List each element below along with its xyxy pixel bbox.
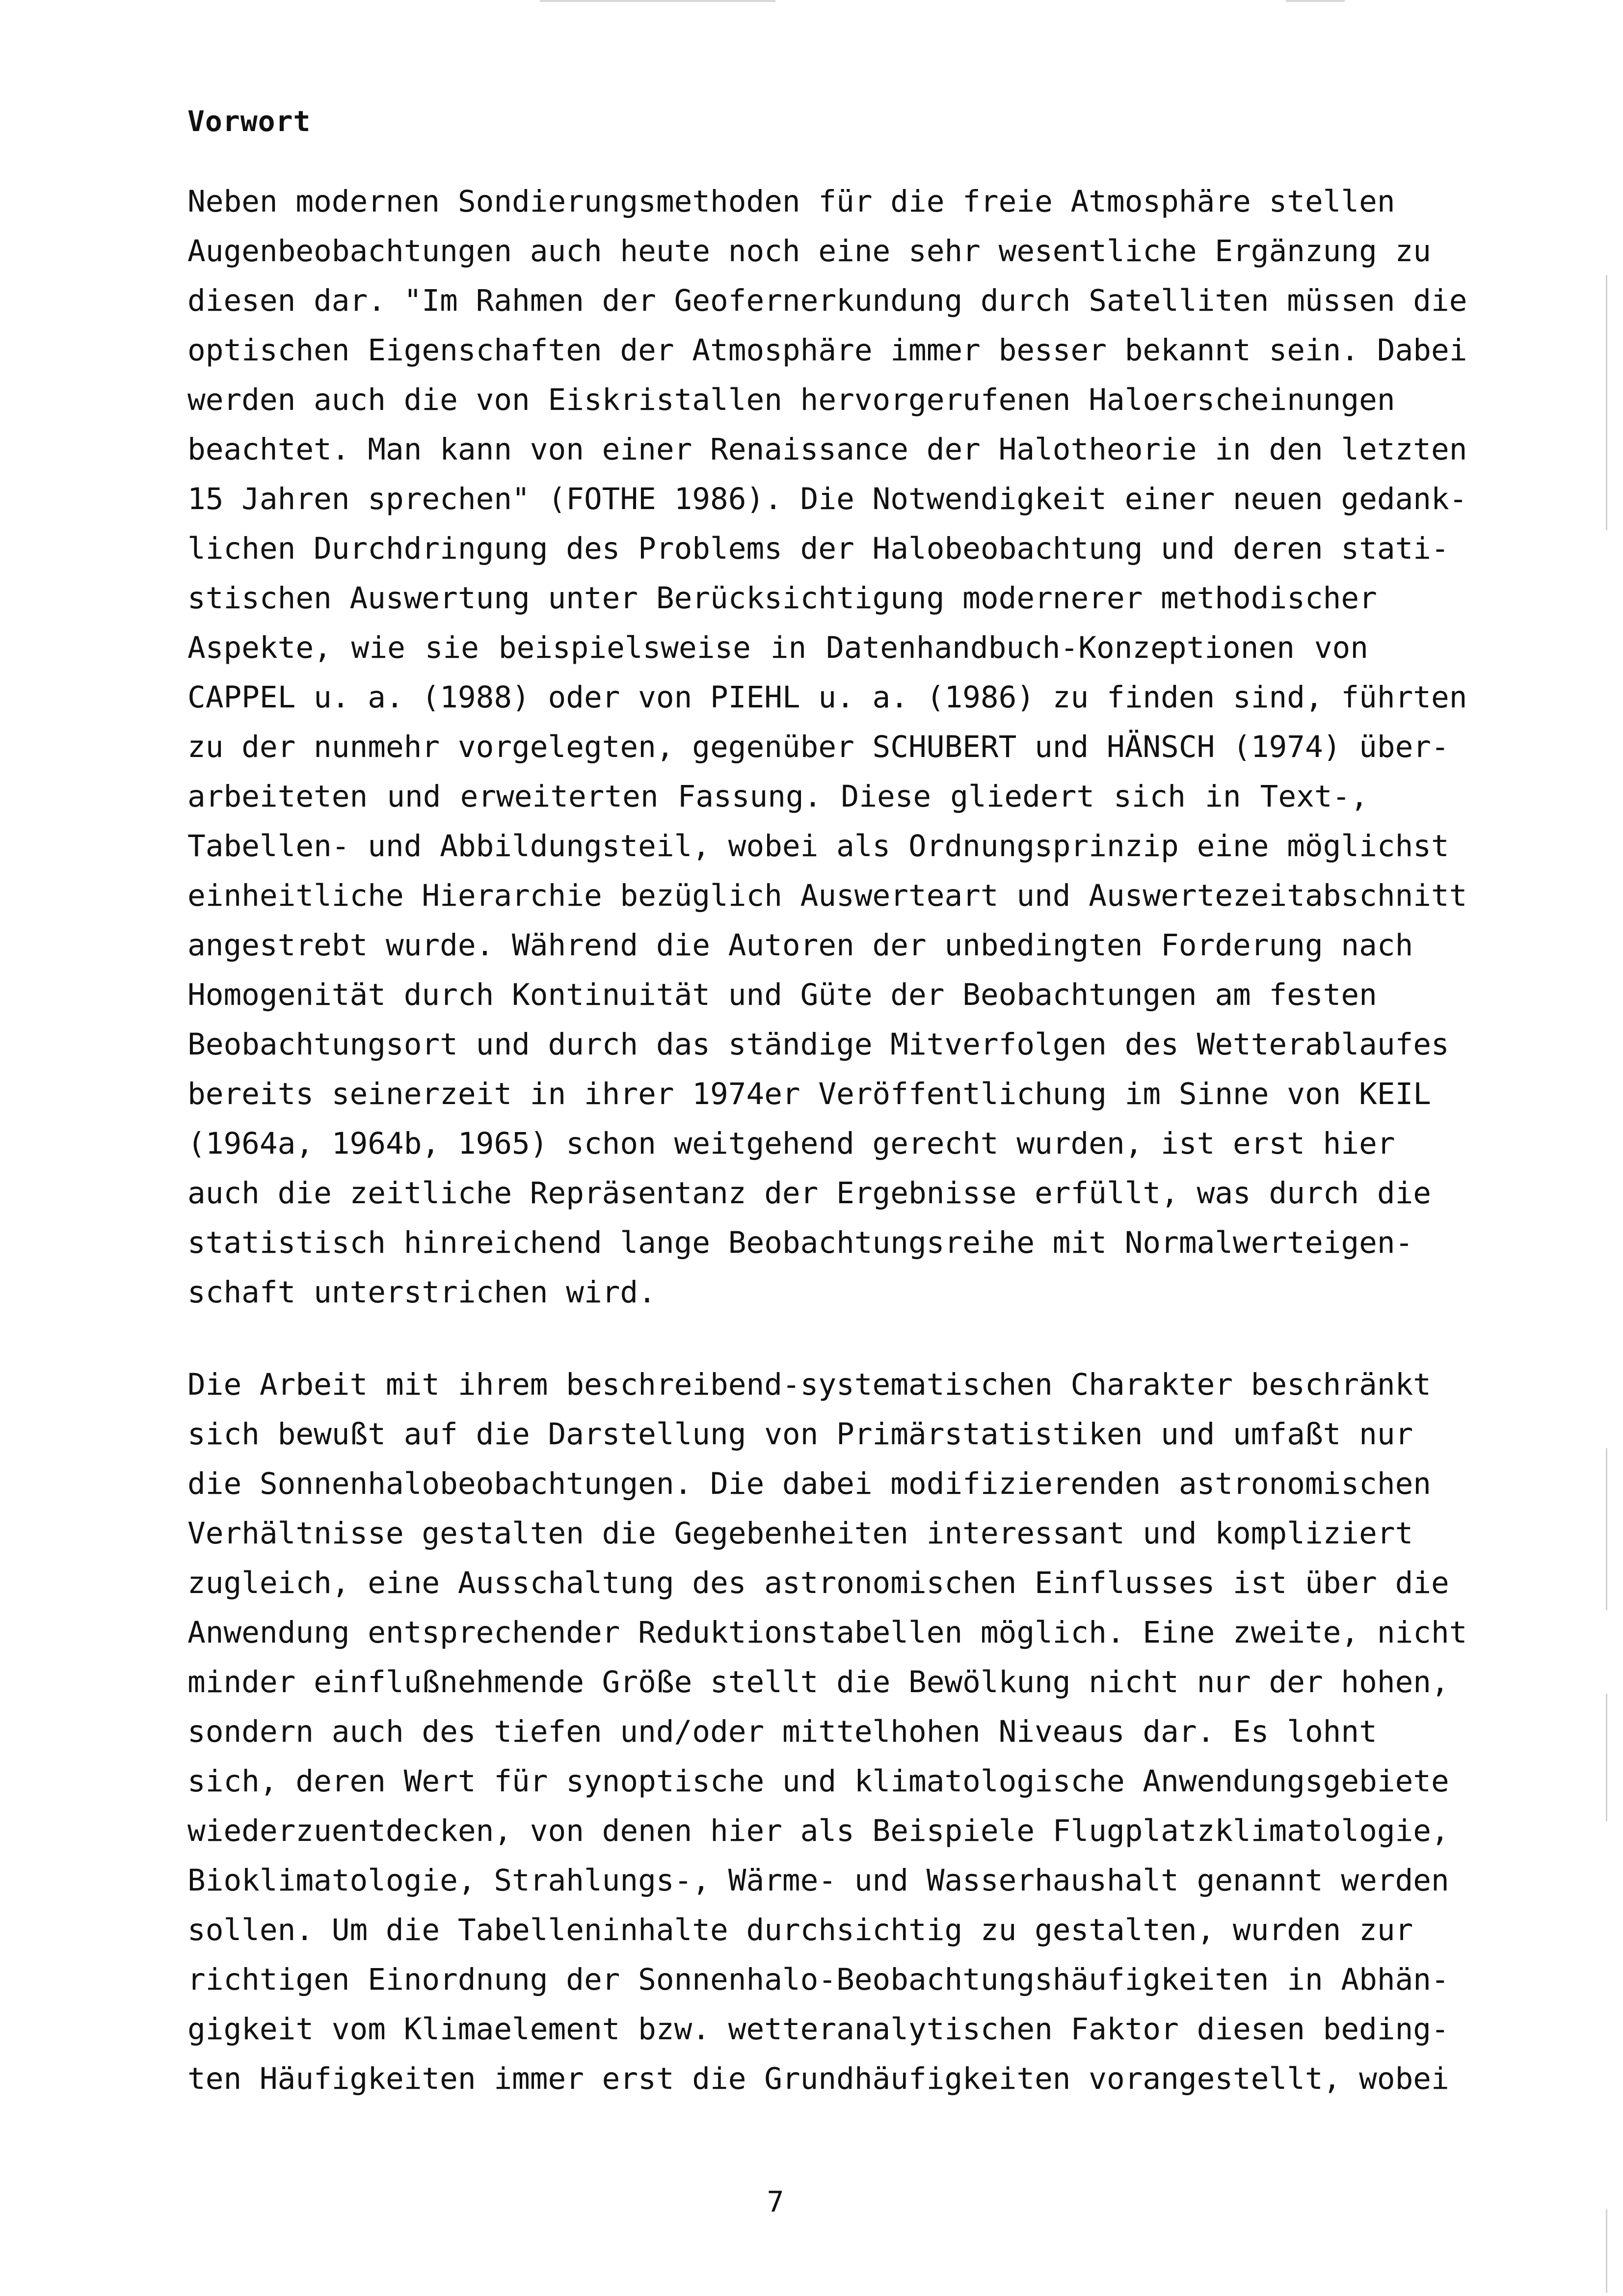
text-line: sollen. Um die Tabelleninhalte durchsichtig zu gestalten, wurden zur: [187, 1913, 1413, 1947]
scan-artifact-edge: [1606, 1694, 1607, 1821]
text-line: zugleich, eine Ausschaltung des astronomischen Einflusses ist über die: [187, 1566, 1449, 1600]
page-number: 7: [767, 2185, 784, 2218]
text-line: Die Arbeit mit ihrem beschreibend-systematischen Charakter beschränkt: [187, 1367, 1432, 1402]
text-line: auch die zeitliche Repräsentanz der Ergebnisse erfüllt, was durch die: [187, 1176, 1432, 1211]
text-line: einheitliche Hierarchie bezüglich Auswerteart und Auswertezeitabschnitt: [187, 878, 1467, 913]
text-line: minder einflußnehmende Größe stellt die Bewölkung nicht nur der hohen,: [187, 1665, 1449, 1700]
text-line: (1964a, 1964b, 1965) schon weitgehend gerecht wurden, ist erst hier: [187, 1126, 1395, 1161]
text-line: schaft unterstrichen wird.: [187, 1275, 656, 1310]
text-line: Aspekte, wie sie beispielsweise in Datenhandbuch-Konzeptionen von: [187, 630, 1368, 665]
text-line: beachtet. Man kann von einer Renaissance der Halotheorie in den letzten: [187, 432, 1467, 467]
text-line: angestrebt wurde. Während die Autoren der unbedingten Forderung nach: [187, 928, 1413, 963]
text-line: Verhältnisse gestalten die Gegebenheiten interessant und kompliziert: [187, 1516, 1413, 1551]
text-line: statistisch hinreichend lange Beobachtungsreihe mit Normalwerteigen-: [187, 1225, 1413, 1260]
text-line: optischen Eigenschaften der Atmosphäre immer besser bekannt sein. Dabei: [187, 333, 1467, 368]
text-line: Anwendung entsprechender Reduktionstabellen möglich. Eine zweite, nicht: [187, 1615, 1467, 1650]
text-line: sondern auch des tiefen und/oder mittelhohen Niveaus dar. Es lohnt: [187, 1714, 1377, 1749]
text-line: sich bewußt auf die Darstellung von Primärstatistiken und umfaßt nur: [187, 1417, 1413, 1452]
text-line: diesen dar. "Im Rahmen der Geofernerkundung durch Satelliten müssen die: [187, 283, 1467, 318]
text-line: die Sonnenhalobeobachtungen. Die dabei modifizierenden astronomischen: [187, 1466, 1432, 1501]
paragraph-1: [187, 177, 1467, 1317]
text-line: Tabellen- und Abbildungsteil, wobei als Ordnungsprinzip eine möglichst: [187, 829, 1449, 864]
text-line: arbeiteten und erweiterten Fassung. Diese gliedert sich in Text-,: [187, 779, 1368, 814]
text-line: Beobachtungsort und durch das ständige Mitverfolgen des Wetterablaufes: [187, 1027, 1449, 1062]
text-line: werden auch die von Eiskristallen hervorgerufenen Haloerscheinungen: [187, 382, 1395, 417]
scan-artifact-edge: [1606, 2209, 1607, 2293]
text-line: ten Häufigkeiten immer erst die Grundhäufigkeiten vorangestellt, wobei: [187, 2061, 1449, 2096]
text-line: wiederzuentdecken, von denen hier als Beispiele Flugplatzklimatologie,: [187, 1813, 1449, 1848]
text-line: Homogenität durch Kontinuität und Güte der Beobachtungen am festen: [187, 977, 1377, 1012]
text-line: bereits seinerzeit in ihrer 1974er Veröffentlichung im Sinne von KEIL: [187, 1077, 1432, 1111]
scan-artifact-edge: [1606, 1448, 1607, 1610]
text-line: 15 Jahren sprechen" (FOTHE 1986). Die Notwendigkeit einer neuen gedank-: [187, 482, 1467, 516]
text-line: sich, deren Wert für synoptische und klimatologische Anwendungsgebiete: [187, 1764, 1449, 1799]
scan-artifact-top: [540, 0, 775, 2]
text-line: gigkeit vom Klimaelement bzw. wetteranalytischen Faktor diesen beding-: [187, 2012, 1449, 2047]
scan-artifact-top: [1286, 0, 1345, 2]
scan-artifact-edge: [1606, 275, 1607, 530]
page-heading: Vorwort: [187, 105, 311, 138]
text-line: CAPPEL u. a. (1988) oder von PIEHL u. a. (1986) zu finden sind, führten: [187, 680, 1467, 715]
text-line: Neben modernen Sondierungsmethoden für die freie Atmosphäre stellen: [187, 184, 1395, 219]
text-line: richtigen Einordnung der Sonnenhalo-Beobachtungshäufigkeiten in Abhän-: [187, 1962, 1449, 1997]
text-line: lichen Durchdringung des Problems der Halobeobachtung und deren stati-: [187, 531, 1449, 566]
paragraph-2: [187, 1360, 1467, 2104]
text-line: stischen Auswertung unter Berücksichtigung modernerer methodischer: [187, 581, 1377, 616]
text-line: Bioklimatologie, Strahlungs-, Wärme- und Wasserhaushalt genannt werden: [187, 1863, 1449, 1898]
text-line: Augenbeobachtungen auch heute noch eine sehr wesentliche Ergänzung zu: [187, 234, 1432, 269]
text-line: zu der nunmehr vorgelegten, gegenüber SCHUBERT und HÄNSCH (1974) über-: [187, 729, 1449, 764]
